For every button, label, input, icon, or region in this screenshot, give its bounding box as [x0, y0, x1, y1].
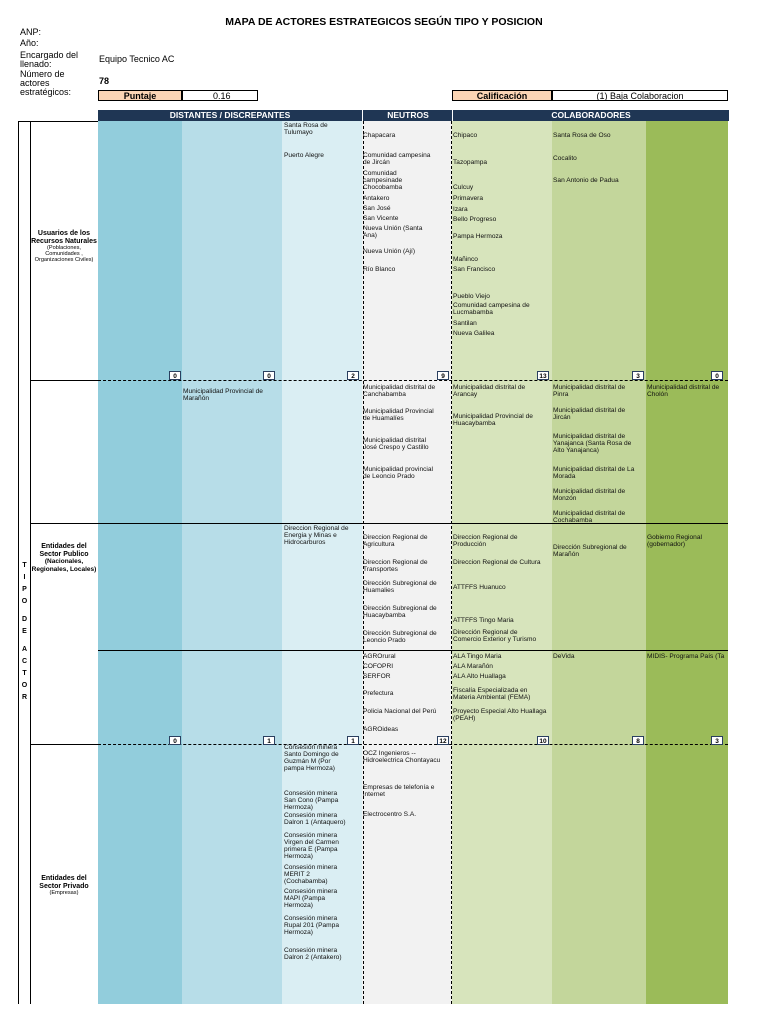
column-7	[646, 121, 728, 1004]
actor-cell: Consesión minera Dalron 2 (Antakero)	[284, 947, 342, 961]
count-r2-c4: 12	[437, 736, 449, 745]
count-r1-c3: 2	[347, 371, 359, 380]
count-r1-c1: 0	[169, 371, 181, 380]
actor-cell: Municipalidad Provincial de Marañón	[183, 388, 263, 402]
count-r2-c6: 8	[632, 736, 644, 745]
actor-cell: Municipalidad distrital de Arancay	[453, 384, 526, 398]
numero-actores-label: Número de actores estratégicos:	[20, 69, 72, 97]
actor-cell: Izara	[453, 206, 468, 213]
actor-cell: Santa Rosa de Tulumayo	[284, 122, 328, 136]
actor-cell: Nueva Unión (Santa Ana)	[363, 225, 423, 239]
page-title: MAPA DE ACTORES ESTRATEGICOS SEGÚN TIPO Y POSICION	[225, 16, 543, 28]
actor-cell: Mañinco	[453, 256, 478, 263]
actor-cell: Municipalidad distrital de Monzón	[553, 488, 626, 502]
actor-cell: AGROrural	[363, 653, 396, 660]
actor-cell: MIDIS- Programa País (Ta	[647, 653, 725, 660]
encargado-value: Equipo Tecnico AC	[99, 54, 175, 64]
actor-cell: Pampa Hermoza	[453, 233, 503, 240]
actor-cell: Consesión minera Santo Domingo de Guzmán M (Por pampa Hermoza)	[284, 744, 339, 772]
actor-cell: Consesión minera MAPI (Pampa Hermoza)	[284, 888, 338, 909]
actor-cell: SERFOR	[363, 673, 391, 680]
row-divider-4	[30, 744, 98, 745]
actor-cell: Proyecto Especial Alto Huallaga (PEAH)	[453, 708, 547, 722]
count-r2-c7: 3	[711, 736, 723, 745]
count-r1-c6: 3	[632, 371, 644, 380]
actor-cell: Direccion Regional de Agricultura	[363, 534, 428, 548]
actor-cell: Municipalidad distrital de Canchabamba	[363, 384, 436, 398]
actor-cell: San Vicente	[363, 215, 399, 222]
frame-top	[18, 121, 98, 122]
actor-cell: Puerto Alegre	[284, 152, 324, 159]
actor-cell: Culcuy	[453, 184, 474, 191]
puntaje-label: Puntaje	[98, 90, 182, 101]
actor-cell: Municipalidad distrital de Pinra	[553, 384, 626, 398]
count-r1-c2: 0	[263, 371, 275, 380]
actor-cell: Río Blanco	[363, 266, 396, 273]
actor-cell: Consesión minera San Cono (Pampa Hermoza)	[284, 790, 339, 811]
count-r2-c5: 10	[537, 736, 549, 745]
actor-cell: Nueva Galilea	[453, 330, 495, 337]
actor-cell: Empresas de telefonía e internet	[363, 784, 435, 798]
band-colaboradores: COLABORADORES	[452, 110, 729, 121]
actor-cell: Direccion Regional de Cultura	[453, 559, 541, 566]
actor-cell: Bello Progreso	[453, 216, 497, 223]
actor-cell: Consesión minera Virgen del Carmen primera E (Pampa Hermoza)	[284, 832, 339, 860]
band-distantes: DISTANTES / DISCREPANTES	[98, 110, 362, 121]
anio-label: Año:	[20, 38, 39, 48]
row-label-usuarios: Usuarios de los Recursos Naturales (Poblaciones, Comunidades , Organizaciones Civiles)	[31, 230, 97, 263]
actor-cell: Direccion Regional de Transportes	[363, 559, 428, 573]
actor-cell: ALA Marañón	[453, 663, 493, 670]
actor-cell: ALA Alto Huallaga	[453, 673, 506, 680]
actor-cell: Municipalidad Provincial de Huacaybamba	[453, 413, 533, 427]
actor-cell: AGROideas	[363, 726, 399, 733]
actor-cell: Prefectura	[363, 690, 394, 697]
actor-cell: Primavera	[453, 195, 484, 202]
actor-cell: Comunidad campesinade Chocobamba	[363, 170, 403, 191]
band-neutros: NEUTROS	[362, 110, 453, 121]
actor-cell: San José	[363, 205, 391, 212]
actor-cell: Consesión minera MERIT 2 (Cochabamba)	[284, 864, 338, 885]
encargado-label: Encargado del llenado:	[20, 50, 79, 69]
actor-cell: ALA Tingo Maria	[453, 653, 502, 660]
actor-cell: Santa Rosa de Oso	[553, 132, 611, 139]
count-r2-c2: 1	[263, 736, 275, 745]
actor-cell: Dirección Regional de Comercio Exterior y Turismo	[453, 629, 537, 643]
column-1	[98, 121, 182, 1004]
count-r2-c1: 0	[169, 736, 181, 745]
actor-cell: Comunidad campesina de Jircán	[363, 152, 431, 166]
actor-cell: San Antonio de Padua	[553, 177, 619, 184]
actor-cell: ATTFFS Tingo Maria	[453, 617, 514, 624]
calificacion-label: Calificación	[452, 90, 552, 101]
actor-cell: Pueblo Viejo	[453, 293, 490, 300]
actor-cell: Santilan	[453, 320, 477, 327]
row-divider-1	[30, 380, 98, 381]
actor-cell: Gobierno Regional (gobernador)	[647, 534, 702, 548]
count-r2-c3: 1	[347, 736, 359, 745]
actor-cell: ATTFFS Huanuco	[453, 584, 506, 591]
actor-cell: Direccion Regional de Producción	[453, 534, 518, 548]
actor-cell: DeVida	[553, 653, 575, 660]
row-label-privado: Entidades del Sector Privado (Empresas)	[39, 875, 89, 896]
actor-cell: Nueva Unión (Ají)	[363, 248, 416, 255]
count-r1-c5: 13	[537, 371, 549, 380]
actor-cell: Chapacara	[363, 132, 396, 139]
row-divider-dash-1	[98, 380, 728, 381]
actor-cell: Tazopampa	[453, 159, 488, 166]
actor-cell: Chipaco	[453, 132, 478, 139]
actor-cell: Consesión minera Rupal 201 (Pampa Hermoza)	[284, 915, 339, 936]
calificacion-value: (1) Baja Colaboracion	[552, 90, 728, 101]
actor-cell: Fiscalía Especializada en Materia Ambiental (FEMA)	[453, 687, 531, 701]
actor-cell: Dirección Subregional de Leoncio Prado	[363, 630, 437, 644]
actor-cell: Consesión minera Dalron 1 (Antaquero)	[284, 812, 346, 826]
tipo-de-actor-label: T I P O D E A C T O R	[21, 562, 28, 701]
column-6	[552, 121, 646, 1004]
actor-cell: Dirección Subregional de Marañón	[553, 544, 627, 558]
actor-cell: Comunidad campesina de Lucmabamba	[453, 302, 530, 316]
neutros-right-dash	[451, 121, 452, 1004]
actor-cell: Cocalito	[553, 155, 577, 162]
numero-actores-value: 78	[99, 76, 110, 86]
actor-cell: Antakero	[363, 195, 390, 202]
row-label-publico: Entidades del Sector Publico (Nacionales, Regionales, Locales)	[31, 543, 97, 573]
actor-cell: Policia Nacional del Perú	[363, 708, 437, 715]
actor-cell: Dirección Subregional de Huamalies	[363, 580, 437, 594]
count-r1-c4: 9	[437, 371, 449, 380]
actor-cell: Municipalidad distrital José Crespo y Castillo	[363, 437, 429, 451]
actor-cell: Municipalidad distrital de Cholón	[647, 384, 720, 398]
actor-cell: Municipalidad distrital de Cochabamba	[553, 510, 626, 524]
column-2	[182, 121, 282, 1004]
puntaje-value: 0.16	[182, 90, 258, 101]
actor-cell: OCZ Ingenieros -- Hidroelectrica Chontayacu	[363, 750, 441, 764]
actor-cell: COFOPRI	[363, 663, 394, 670]
actor-cell: Municipalidad distrital de Jircán	[553, 407, 626, 421]
actor-cell: Electrocentro S.A.	[363, 811, 417, 818]
actor-cell: Municipalidad Provincial de Huamalíes	[363, 408, 434, 422]
actor-cell: Direccion Regional de Energia y Minas e Hidrocarburos	[284, 525, 349, 546]
row-divider-3	[98, 650, 728, 651]
actor-cell: Municipalidad distrital de Yanajanca (Santa Rosa de Alto Yanajanca)	[553, 433, 632, 454]
actor-cell: Municipalidad provincial de Leoncio Prado	[363, 466, 434, 480]
actor-cell: Municipalidad distrital de La Morada	[553, 466, 635, 480]
count-r1-c7: 0	[711, 371, 723, 380]
anp-label: ANP:	[20, 27, 42, 37]
actor-cell: San Francisco	[453, 266, 496, 273]
actor-cell: Dirección Subregional de Huacaybamba	[363, 605, 437, 619]
